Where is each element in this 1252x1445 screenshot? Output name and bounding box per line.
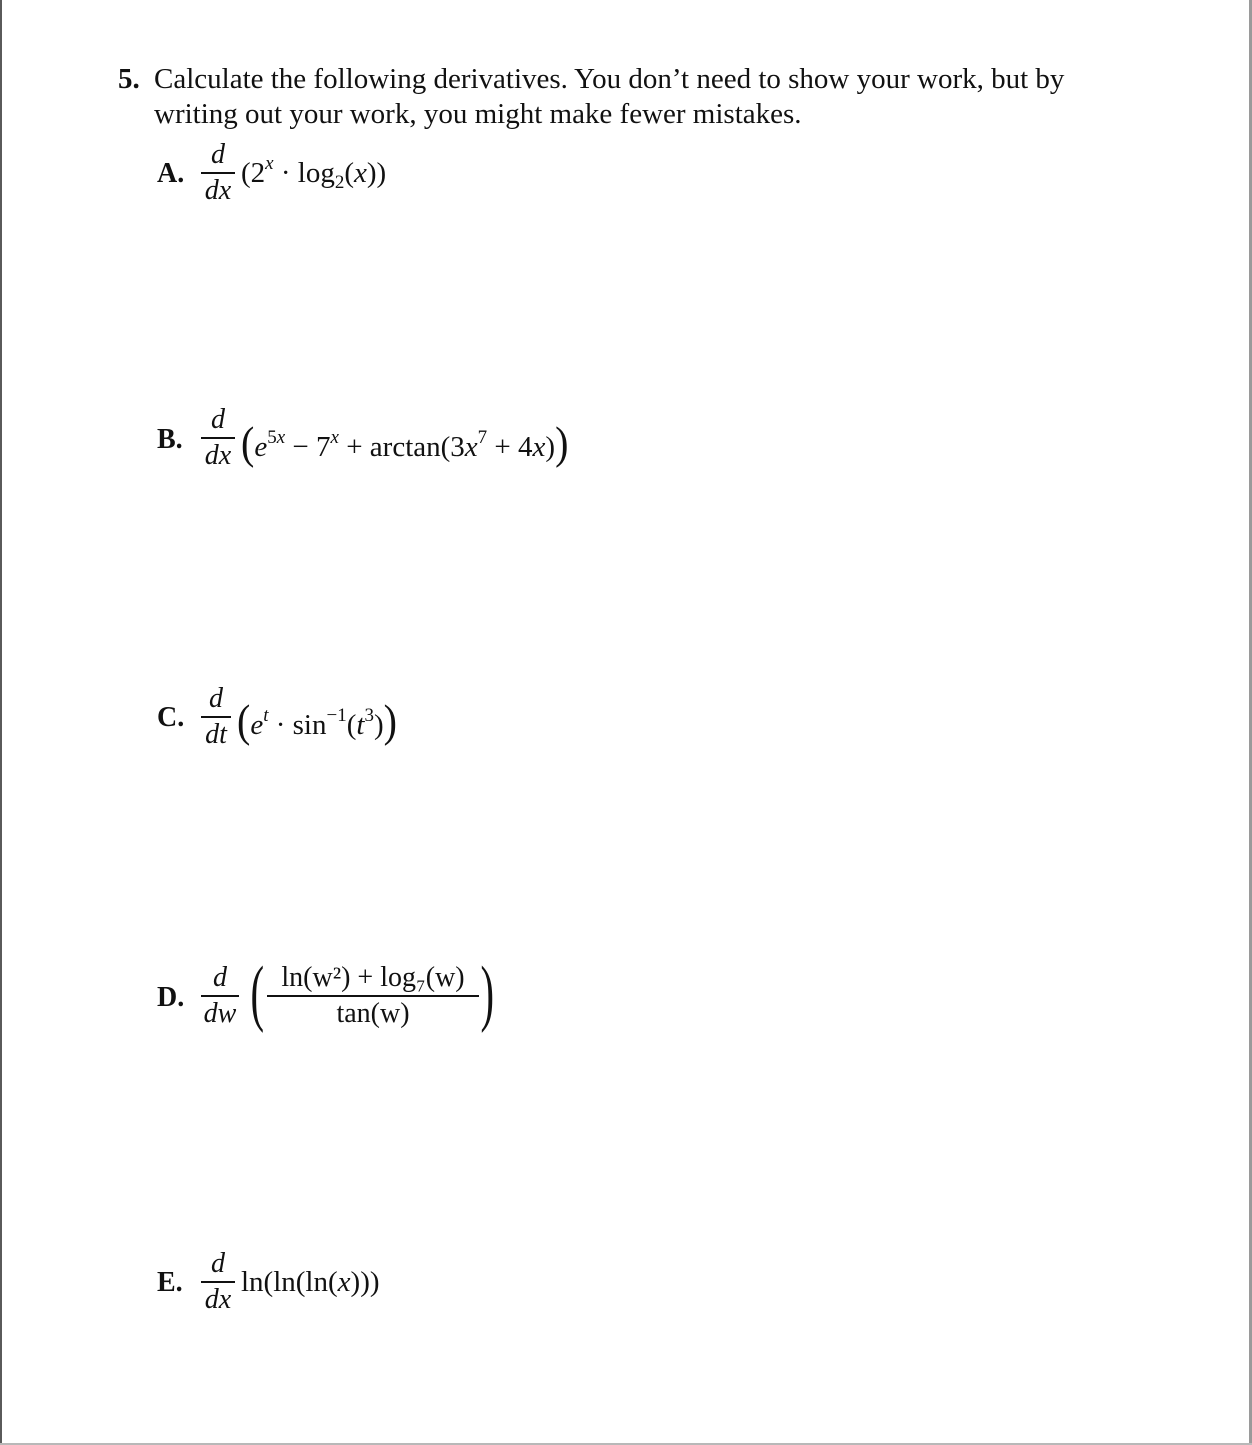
part-e-label: E. (157, 1267, 183, 1298)
part-a (157, 140, 557, 220)
problem-statement (118, 62, 1158, 132)
part-e-d-numerator: d (211, 1248, 225, 1279)
fraction-bar (201, 995, 239, 997)
fraction-bar (201, 172, 235, 174)
fraction-bar (201, 437, 235, 439)
part-b-d-denominator: dx (204, 439, 232, 471)
left-big-paren: ( (250, 952, 265, 1034)
part-e (157, 1249, 457, 1329)
part-e-expression: ln(ln(ln(x))) (241, 1266, 380, 1298)
part-e-d-denominator: dx (204, 1283, 232, 1315)
part-d-label: D. (157, 982, 185, 1013)
part-a-derivative-operator (201, 140, 235, 206)
right-big-paren: ) (480, 952, 495, 1034)
fraction-bar (267, 995, 479, 997)
part-d (157, 952, 557, 1050)
part-e-derivative-operator (201, 1249, 235, 1315)
part-a-d-numerator: d (211, 139, 225, 170)
part-c-label: C. (157, 702, 185, 733)
part-d-inner-numerator: ln(w²) + log₇(w) (281, 962, 465, 993)
part-a-expression: $(2^x \cdot \log_2(x))$ (241, 153, 387, 193)
part-b (157, 405, 657, 485)
part-a-d-denominator: dx (204, 174, 232, 206)
problem-number: 5. (118, 63, 140, 95)
part-d-inner-denominator: tan(w) (336, 997, 410, 1029)
part-c-expression: $(e^t \cdot \sin^{-1}(t^3))$ (237, 694, 397, 747)
part-b-derivative-operator (201, 405, 235, 471)
part-d-inner-fraction (267, 963, 479, 1029)
problem-text-line1: Calculate the following derivatives. You don’t need to show your work, but by (154, 63, 1065, 95)
part-c-derivative-operator (201, 684, 231, 750)
part-c (157, 684, 457, 764)
part-d-d-numerator: d (213, 962, 227, 993)
part-d-derivative-operator (201, 963, 239, 1029)
part-c-d-denominator: dt (205, 718, 227, 750)
fraction-bar (201, 1281, 235, 1283)
page-left-border (0, 0, 2, 1445)
part-c-d-numerator: d (209, 683, 223, 714)
problem-text-line2: writing out your work, you might make fewer mistakes. (154, 98, 802, 130)
part-b-label: B. (157, 424, 183, 455)
part-d-d-denominator: dw (203, 997, 237, 1029)
part-b-expression: $(e^{5x} - 7^x + \arctan(3x^7 + 4x))$ (241, 416, 569, 469)
part-b-d-numerator: d (211, 404, 225, 435)
part-a-label: A. (157, 158, 185, 189)
fraction-bar (201, 716, 231, 718)
